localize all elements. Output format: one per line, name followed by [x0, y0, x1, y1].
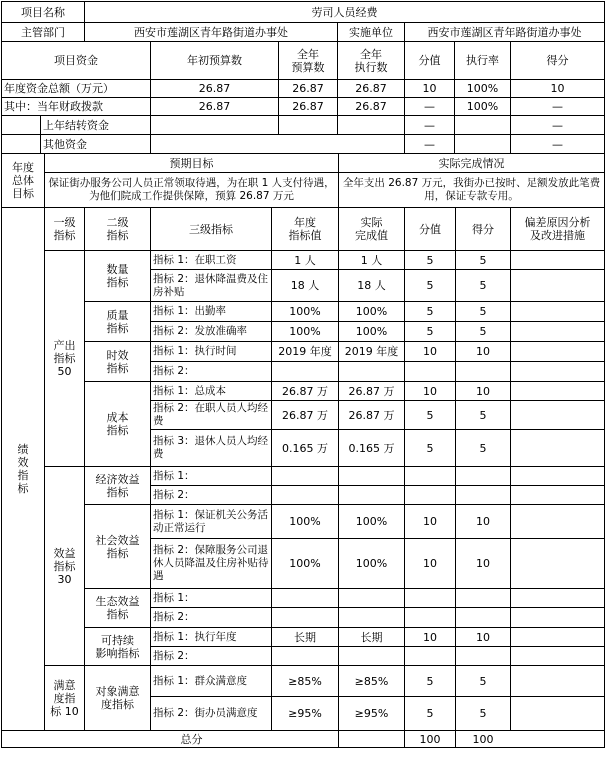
perf-l1-benefit: 效益 指标 30	[53, 546, 76, 586]
perf-cell-l3: 指标 1：执行年度	[153, 630, 237, 643]
perf-cell-sv: 5	[426, 441, 434, 455]
perf-header-l1: 一级 指标	[53, 216, 76, 242]
perf-cell-score: 10	[476, 384, 490, 398]
perf-cell-sv	[405, 486, 455, 504]
perf-cell-score	[456, 589, 510, 607]
funds-cell: —	[552, 118, 563, 132]
perf-cell-actual: 1 人	[360, 253, 383, 267]
perf-cell-target: ≥85%	[288, 674, 322, 688]
funds-cell: 10	[550, 82, 565, 95]
perf-cell-l3: 指标 2：	[153, 488, 195, 501]
goals-actual-text: 全年支出 26.87 万元，我街办已按时、足额发放此笔费用，保证专款专用。	[342, 177, 601, 202]
perf-cell-score	[456, 486, 510, 504]
perf-cell-sv: 10	[423, 630, 437, 644]
perf-cell-score: 10	[476, 557, 490, 570]
funds-score-header: 得分	[546, 54, 569, 67]
goals-label: 年度 总体 目标	[12, 161, 34, 200]
perf-header-score: 得分	[472, 222, 494, 236]
perf-cell-target: 100%	[289, 515, 321, 528]
perf-header-sv: 分值	[419, 222, 441, 236]
perf-cell-target: 26.87 万	[282, 408, 328, 422]
funds-row-label: 年度资金总额（万元）	[4, 82, 114, 95]
perf-cell-score: 10	[476, 515, 490, 528]
perf-l2-quantity: 数量 指标	[106, 263, 129, 289]
perf-cell-target: 0.165 万	[282, 441, 328, 455]
perf-cell-target	[272, 608, 338, 627]
funds-cell: —	[552, 137, 563, 151]
perf-cell-sv: 5	[426, 253, 434, 267]
perf-cell-actual	[339, 647, 404, 665]
perf-cell-actual: 100%	[355, 305, 388, 318]
perf-cell-score: 5	[479, 253, 487, 267]
perf-cell-l3: 指标 1：执行时间	[153, 345, 237, 357]
perf-header-l2: 二级 指标	[106, 216, 129, 242]
perf-cell-l3: 指标 1：群众满意度	[153, 674, 248, 687]
perf-cell-score: 5	[479, 674, 487, 688]
perf-l2-economic: 经济效益 指标	[95, 472, 140, 499]
perf-cell-actual: ≥95%	[354, 707, 389, 720]
perf-cell-score: 5	[479, 707, 487, 720]
perf-cell-l3: 指标 2：保障服务公司退休人员降温及住房补贴待遇	[153, 544, 269, 582]
funds-row-label: 其他资金	[43, 137, 87, 151]
perf-cell-target: 100%	[289, 325, 321, 338]
perf-cell-score: 10	[476, 345, 490, 358]
funds-cell: 26.87	[198, 82, 231, 95]
funds-cell: 100%	[466, 100, 499, 113]
perf-cell-l3: 指标 2：在职人员人均经费	[153, 402, 269, 427]
perf-cell-target	[272, 589, 338, 607]
perf-cell-actual	[339, 486, 404, 504]
perf-cell-sv: 5	[426, 408, 434, 422]
perf-l2-ecological: 生态效益 指标	[95, 595, 140, 621]
perf-cell-l3: 指标 1：出勤率	[153, 305, 227, 317]
funds-cell: 26.87	[355, 82, 387, 95]
impl-label: 实施单位	[349, 25, 393, 39]
project-name-label: 项目名称	[21, 5, 65, 19]
perf-l2-timeliness: 时效 指标	[106, 348, 129, 375]
perf-cell-sv	[405, 647, 455, 665]
perf-cell-sv: 5	[426, 325, 434, 338]
perf-cell-target: 100%	[289, 557, 321, 570]
perf-l1-satisfaction: 满意 度指 标 10	[50, 678, 79, 718]
perf-cell-actual: 长期	[360, 630, 383, 644]
perf-cell-actual	[339, 608, 404, 627]
perf-cell-sv: 5	[426, 674, 434, 688]
funds-row-label: 其中：当年财政拨款	[4, 100, 103, 113]
perf-cell-score	[456, 362, 510, 381]
perf-l2-social: 社会效益 指标	[95, 533, 140, 560]
funds-cell: 26.87	[198, 100, 231, 113]
perf-l2-cost: 成本 指标	[106, 411, 129, 437]
funds-cell: —	[424, 100, 435, 113]
total-score: 100	[472, 732, 494, 746]
funds-cell: —	[552, 100, 563, 113]
perf-l1-output: 产出 指标 50	[53, 339, 76, 378]
dept-value: 西安市莲湖区青年路街道办事处	[134, 25, 288, 39]
funds-cell: 26.87	[292, 82, 324, 95]
perf-header-reason: 偏差原因分析 及改进措施	[524, 216, 591, 242]
perf-cell-sv: 10	[423, 515, 437, 528]
perf-header-actual: 实际 完成值	[355, 216, 388, 242]
perf-l2-service-obj: 对象满意 度指标	[95, 685, 140, 711]
perf-cell-l3: 指标 1：在职工资	[153, 253, 237, 266]
funds-exec-header: 全年 执行数	[354, 47, 388, 74]
perf-cell-target	[272, 647, 338, 665]
total-sv: 100	[419, 732, 441, 746]
perf-cell-score: 5	[479, 408, 487, 422]
funds-cell: 26.87	[292, 100, 324, 113]
perf-cell-actual: ≥85%	[354, 674, 389, 688]
perf-cell-target: 长期	[294, 630, 316, 644]
funds-label: 项目资金	[54, 54, 98, 67]
perf-cell-sv	[405, 589, 455, 607]
perf-cell-actual: 0.165 万	[348, 441, 395, 455]
perf-cell-actual: 100%	[355, 515, 388, 528]
perf-cell-target	[272, 362, 338, 381]
perf-cell-l3: 指标 1：	[153, 591, 195, 604]
impl-value: 西安市莲湖区青年路街道办事处	[427, 25, 582, 39]
perf-cell-l3: 指标 3：退休人员人均经费	[153, 435, 269, 460]
perf-cell-l3: 指标 2：发放准确率	[153, 325, 248, 337]
perf-cell-l3: 指标 1：	[153, 469, 195, 482]
perf-cell-actual	[339, 362, 404, 381]
perf-cell-actual	[339, 589, 404, 607]
funds-cell: —	[424, 118, 435, 132]
funds-rate-header: 执行率	[466, 54, 499, 67]
perf-cell-actual	[339, 467, 404, 485]
perf-cell-sv: 10	[423, 345, 437, 358]
perf-cell-sv: 5	[426, 305, 434, 318]
perf-cell-l3: 指标 2：退休降温费及住房补贴	[153, 272, 269, 298]
perf-cell-score: 10	[476, 630, 490, 644]
funds-cell: 100%	[466, 82, 499, 95]
funds-cell: 10	[422, 82, 437, 95]
perf-cell-sv: 10	[423, 557, 437, 570]
perf-cell-target: 2019 年度	[278, 345, 332, 358]
perf-cell-sv: 5	[426, 279, 434, 292]
perf-cell-sv: 5	[426, 707, 434, 720]
perf-cell-score: 5	[479, 305, 487, 318]
dept-label: 主管部门	[21, 25, 65, 39]
perf-cell-l3: 指标 2：	[153, 649, 195, 662]
perf-cell-target	[272, 467, 338, 485]
perf-cell-target: 1 人	[294, 253, 316, 267]
perf-cell-l3: 指标 1：保证机关公务活动正常运行	[153, 508, 269, 534]
perf-cell-score	[456, 647, 510, 665]
perf-cell-target: 18 人	[290, 279, 320, 292]
perf-cell-l3: 指标 2：	[153, 365, 195, 377]
perf-cell-actual: 26.87 万	[348, 408, 395, 422]
perf-l2-sustainable: 可持续 影响指标	[95, 633, 140, 660]
perf-cell-target: 100%	[289, 305, 321, 318]
perf-cell-sv	[405, 467, 455, 485]
perf-header-target: 年度 指标值	[288, 216, 322, 242]
goals-expected-text: 保证街办服务公司人员正常领取待遇，为在职 1 人支付待遇，为他们院成工作提供保障，预算 26.87 万元	[48, 177, 335, 202]
funds-sv-header: 分值	[418, 54, 441, 67]
funds-budget-header: 全年 预算数	[291, 47, 325, 74]
project-name: 劳司人员经费	[311, 5, 378, 19]
perf-cell-l3: 指标 2：	[153, 611, 195, 623]
perf-cell-sv: 10	[423, 384, 437, 398]
funds-cell: —	[424, 137, 435, 151]
total-label: 总分	[180, 732, 203, 746]
perf-cell-l3: 指标 2：街办员满意度	[153, 707, 258, 719]
perf-cell-score: 5	[479, 279, 487, 292]
perf-cell-actual: 2019 年度	[344, 345, 399, 358]
perf-cell-actual: 100%	[355, 557, 388, 570]
perf-cell-score	[456, 467, 510, 485]
perf-cell-actual: 100%	[355, 325, 388, 338]
perf-cell-target: 26.87 万	[282, 384, 328, 398]
perf-cell-actual: 18 人	[357, 279, 386, 292]
perf-header-l3: 三级指标	[189, 222, 233, 236]
perf-side-label: 绩 效 指 标	[17, 443, 29, 495]
perf-cell-sv	[405, 608, 455, 627]
perf-cell-target: ≥95%	[288, 707, 322, 720]
perf-cell-score	[456, 608, 510, 627]
funds-plan-header: 年初预算数	[187, 54, 242, 67]
perf-cell-l3: 指标 1：总成本	[153, 384, 227, 397]
funds-row-label: 上年结转资金	[43, 118, 109, 132]
perf-cell-score: 5	[479, 325, 487, 338]
goals-expected-header: 预期目标	[169, 156, 214, 170]
perf-l2-quality: 质量 指标	[106, 308, 129, 335]
perf-cell-target	[272, 486, 338, 504]
funds-cell: 26.87	[355, 100, 387, 113]
perf-cell-score: 5	[479, 441, 487, 455]
goals-actual-header: 实际完成情况	[438, 156, 505, 170]
perf-cell-actual: 26.87 万	[348, 384, 395, 398]
perf-cell-sv	[405, 362, 455, 381]
